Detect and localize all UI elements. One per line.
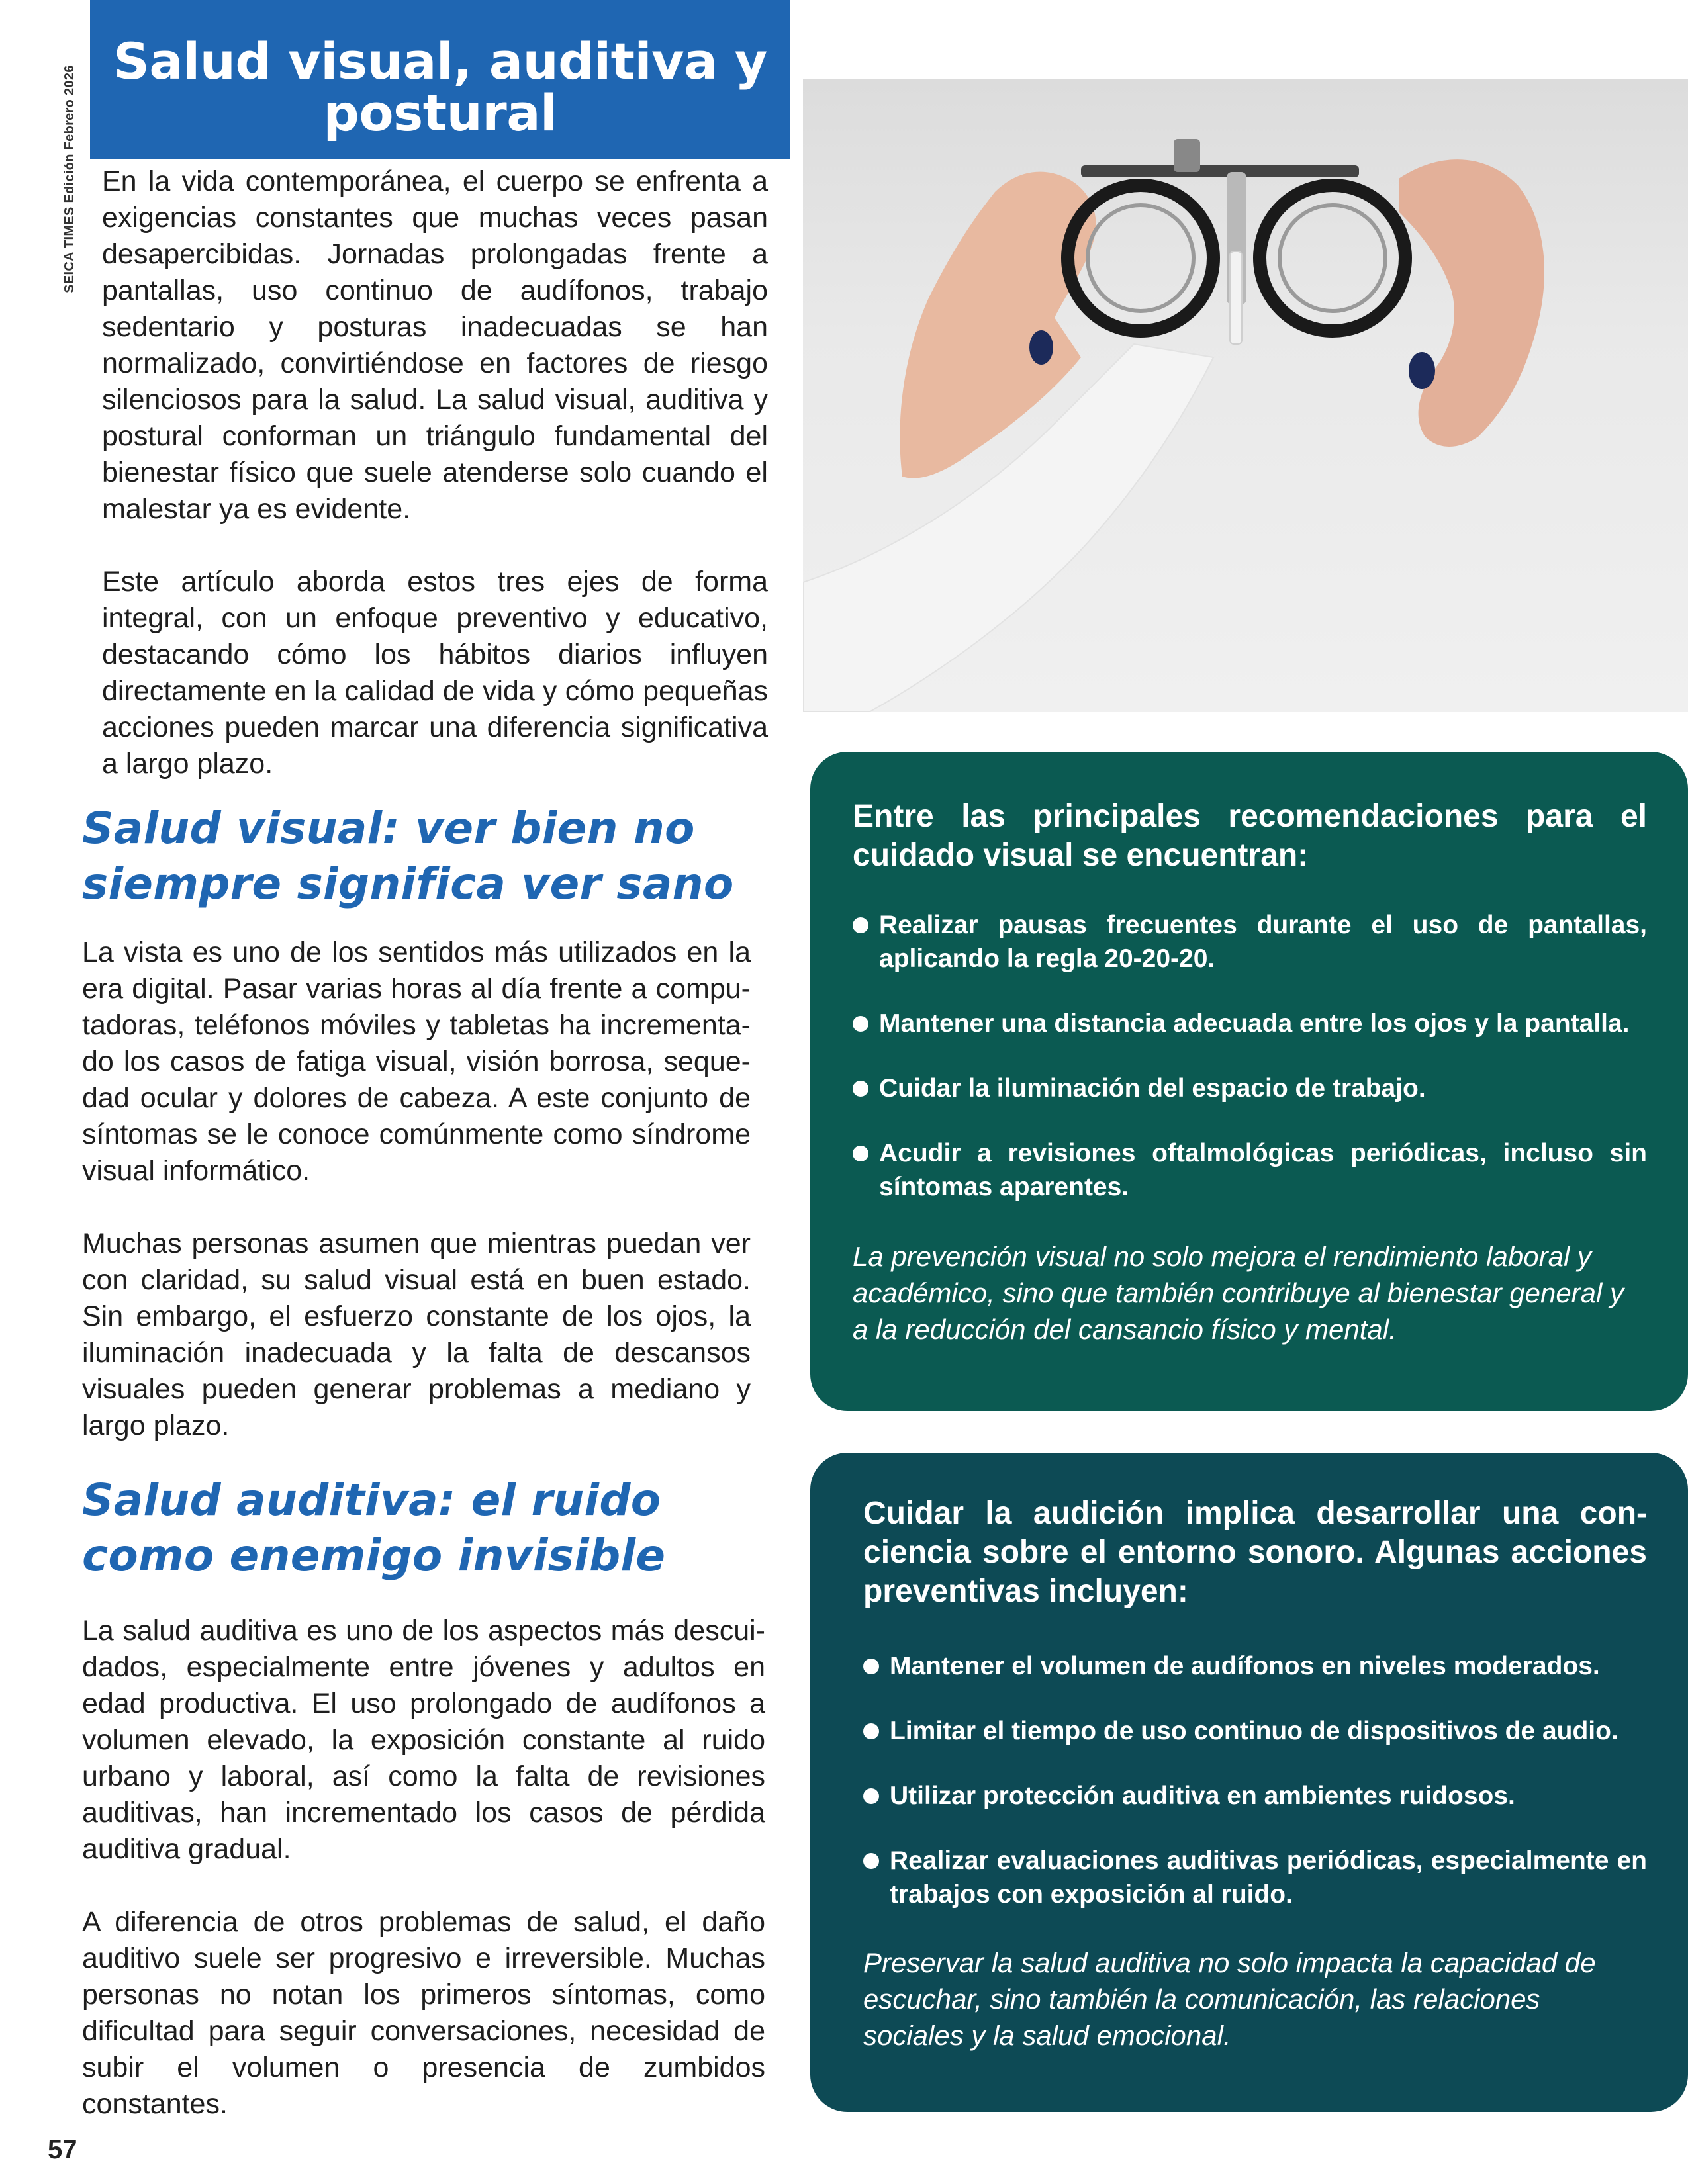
auditiva-actions-box [810, 1453, 1688, 2112]
auditiva-box-heading: Cuidar la audición implica desarrollar una conciencia sobre el entorno sonoro. Algunas acciones preventivas incluyen: [863, 1496, 1647, 1609]
list-item: Cuidar la iluminación del espacio de trabajo. [853, 1071, 1647, 1105]
auditiva-text [82, 1613, 765, 2122]
auditiva-actions-list [863, 1649, 1647, 1911]
magazine-side-label [46, 60, 93, 298]
auditiva-paragraph: La salud auditiva es uno de los aspectos más descuidados, especialmente entre jóvenes y adultos en edad productiva. El uso prolongado de audífonos a volumen elevado, la exposición constante al ruido urbano y laboral, así como la falta de revisiones auditivas, han incrementado los casos de pérdida auditiva gradual. [82, 1615, 765, 1865]
visual-heading-line1: Salud visual: ver bien no [82, 803, 695, 854]
intro-text [102, 163, 768, 782]
visual-recommendations-box [810, 752, 1688, 1411]
list-item: Utilizar protección auditiva en ambientes ruidosos. [863, 1779, 1647, 1813]
auditiva-box-note: Preservar la salud auditiva no solo impacta la capacidad de escuchar, sino también la comunicación, las relaciones sociales y la salud emocional. [863, 1947, 1596, 2051]
visual-text [82, 934, 751, 1444]
page-number: 57 [48, 2135, 77, 2164]
intro-paragraph: En la vida contemporánea, el cuerpo se enfrenta a exigencias constantes que muchas veces pasan desapercibidas. Jornadas prolongadas frente a pantallas, uso continuo de audífonos, trabajo sedentario y posturas inadecuadas se han normalizado, convirtiéndose en factores de riesgo silenciosos para la salud. La salud visual, auditiva y postural conforman un triángulo fundamental del bienestar físico que suele atenderse solo cuando el malestar ya es evidente. [102, 165, 768, 525]
visual-paragraph: La vista es uno de los sentidos más utilizados en la era digital. Pasar varias horas al día frente a computadoras, teléfonos móviles y tabletas ha incrementado los casos de fatiga visual, visión borrosa, sequedad ocular y dolores de cabeza. A este conjunto de síntomas se le conoce comúnmente como síndrome visual informático. [82, 936, 751, 1187]
visual-box-note: La prevención visual no solo mejora el rendimiento laboral y académico, sino que también contribuye al bienestar general y a la reducción del cansancio físico y mental. [853, 1241, 1624, 1345]
page-title: Salud visual, auditiva y postural [113, 32, 767, 142]
list-item: Mantener el volumen de audífonos en niveles moderados. [863, 1649, 1647, 1683]
title-banner [90, 0, 790, 159]
list-item: Mantener una distancia adecuada entre los ojos y la pantalla. [853, 1007, 1647, 1040]
intro-paragraph: Este artículo aborda estos tres ejes de forma integral, con un enfoque preventivo y educativo, destacando cómo los hábitos diarios influyen directamente en la calidad de vida y cómo pequeñas acciones pueden marcar una diferencia significativa a largo plazo. [102, 566, 768, 780]
auditiva-heading-line2: como enemigo invisible [82, 1530, 666, 1581]
visual-heading-line2: siempre significa ver sano [82, 858, 734, 909]
side-label-text: SEICA TIMES Edición Febrero 2026 [62, 64, 77, 293]
visual-box-heading: Entre las principales recomendaciones para el cuidado visual se encuentran: [853, 799, 1647, 873]
list-item: Acudir a revisiones oftalmológicas periódicas, incluso sin síntomas aparentes. [853, 1136, 1647, 1204]
visual-heading [82, 801, 797, 912]
list-item: Realizar pausas frecuentes durante el uso de pantallas, aplicando la regla 20-20-20. [853, 908, 1647, 976]
list-item: Realizar evaluaciones auditivas periódicas, especialmente en trabajos con exposición al ruido. [863, 1844, 1647, 1911]
auditiva-heading-line1: Salud auditiva: el ruido [82, 1475, 661, 1525]
visual-recommendations-list [853, 908, 1647, 1204]
auditiva-heading [82, 1473, 797, 1584]
trial-frame-photo [803, 79, 1688, 712]
trial-frame-illustration [803, 79, 1688, 712]
auditiva-paragraph: A diferencia de otros problemas de salud, el daño auditivo suele ser progresivo e irreversible. Muchas personas no notan los primeros síntomas, como dificultad para seguir conversaciones, necesidad de subir el volumen o presencia de zumbidos constantes. [82, 1906, 765, 2120]
visual-paragraph: Muchas personas asumen que mientras puedan ver con claridad, su salud visual está en buen estado. Sin embargo, el esfuerzo constante de los ojos, la iluminación inadecuada y la falta de descansos visuales pueden generar problemas a mediano y largo plazo. [82, 1228, 751, 1441]
list-item: Limitar el tiempo de uso continuo de dispositivos de audio. [863, 1714, 1647, 1748]
